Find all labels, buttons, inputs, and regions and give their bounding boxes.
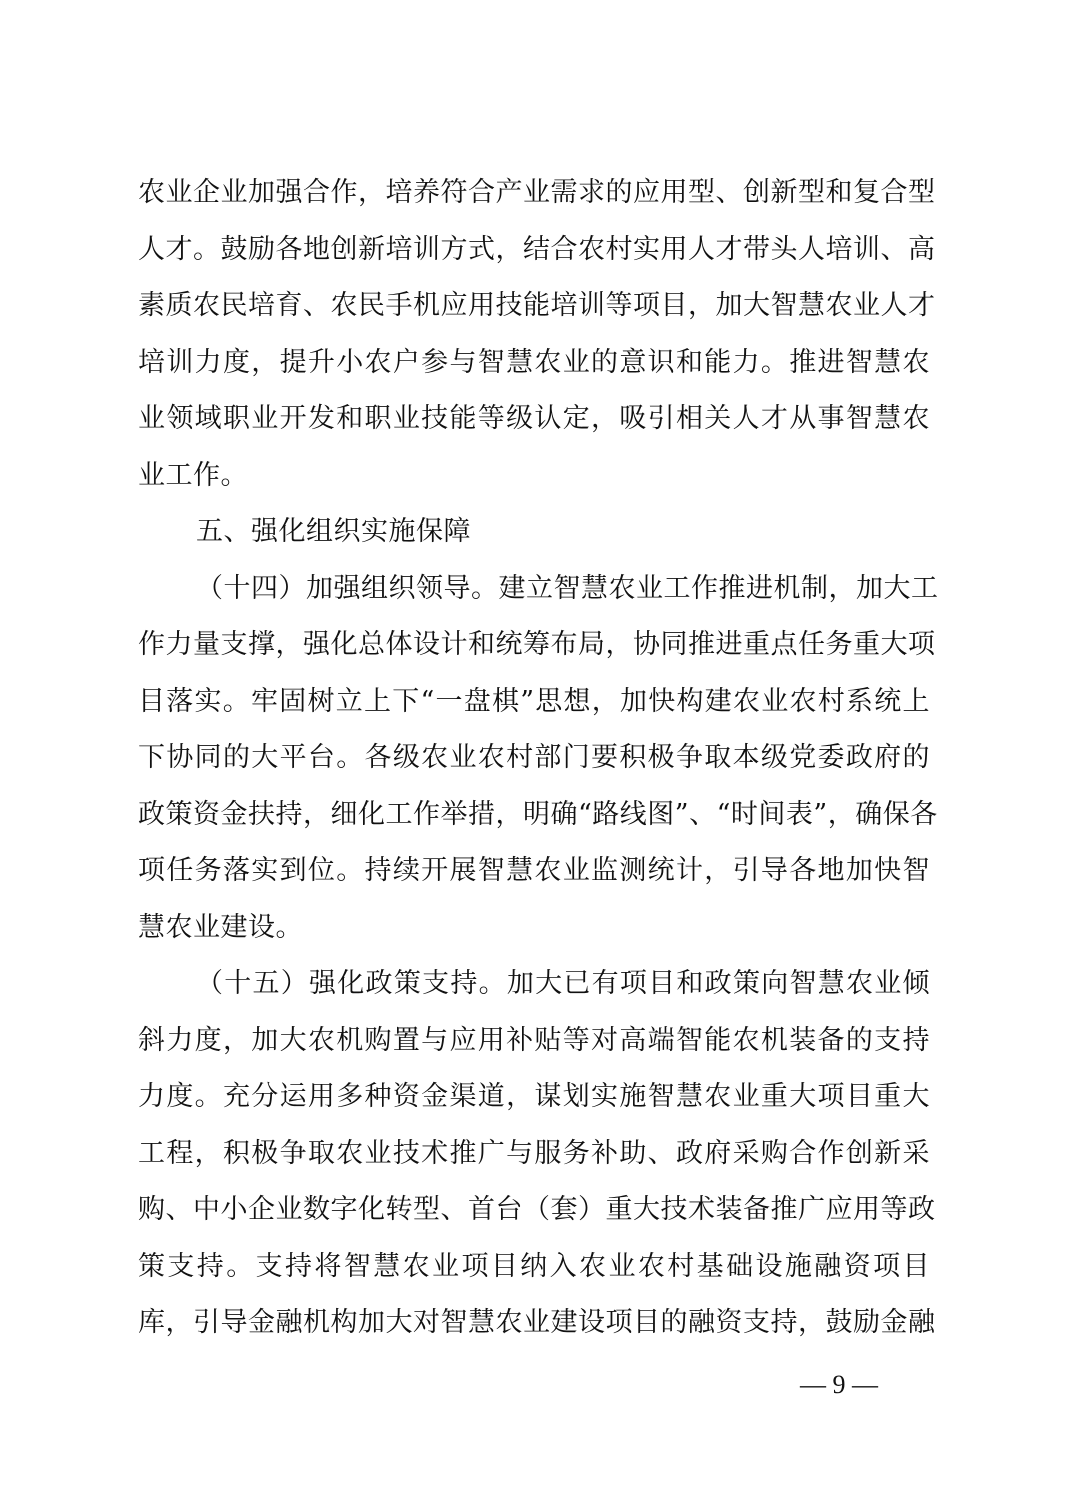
page-number: — 9 — (800, 1370, 878, 1399)
text-line: （十五）强化政策支持。加大已有项目和政策向智慧农业倾 (196, 968, 930, 999)
text-line: 农业企业加强合作，培养符合产业需求的应用型、创新型和复合型 (138, 177, 936, 208)
text-line: 作力量支撑，强化总体设计和统筹布局，协同推进重点任务重大项 (138, 629, 936, 660)
text-line: 素质农民培育、农民手机应用技能培训等项目，加大智慧农业人才 (138, 290, 936, 321)
text-line: 目落实。牢固树立上下“一盘棋”思想，加快构建农业农村系统上 (138, 685, 930, 717)
text-line: 业领域职业开发和职业技能等级认定，吸引相关人才从事智慧农 (138, 403, 930, 434)
text-line: 培训力度，提升小农户参与智慧农业的意识和能力。推进智慧农 (138, 346, 930, 378)
text-line: 慧农业建设。 (138, 911, 303, 943)
text-line: 业工作。 (138, 459, 248, 491)
text-line: 购、中小企业数字化转型、首台（套）重大技术装备推广应用等政 (138, 1194, 936, 1225)
text-line: 下协同的大平台。各级农业农村部门要积极争取本级党委政府的 (138, 742, 930, 773)
text-line: 力度。充分运用多种资金渠道，谋划实施智慧农业重大项目重大 (138, 1081, 930, 1112)
text-line: 策支持。支持将智慧农业项目纳入农业农村基础设施融资项目 (138, 1250, 930, 1282)
text-line: 项任务落实到位。持续开展智慧农业监测统计，引导各地加快智 (138, 855, 930, 886)
body-text (138, 165, 939, 1352)
section-heading: 五、强化组织实施保障 (196, 516, 471, 547)
text-line: 政策资金扶持，细化工作举措，明确“路线图”、“时间表”，确保各 (138, 798, 938, 830)
text-line: 斜力度，加大农机购置与应用补贴等对高端智能农机装备的支持 (138, 1024, 930, 1056)
text-line: 人才。鼓励各地创新培训方式，结合农村实用人才带头人培训、高 (138, 233, 936, 265)
text-line: 库，引导金融机构加大对智慧农业建设项目的融资支持，鼓励金融 (138, 1307, 936, 1338)
text-line: （十四）加强组织领导。建立智慧农业工作推进机制，加大工 (196, 572, 939, 604)
text-line: 工程，积极争取农业技术推广与服务补助、政府采购合作创新采 (138, 1137, 930, 1169)
